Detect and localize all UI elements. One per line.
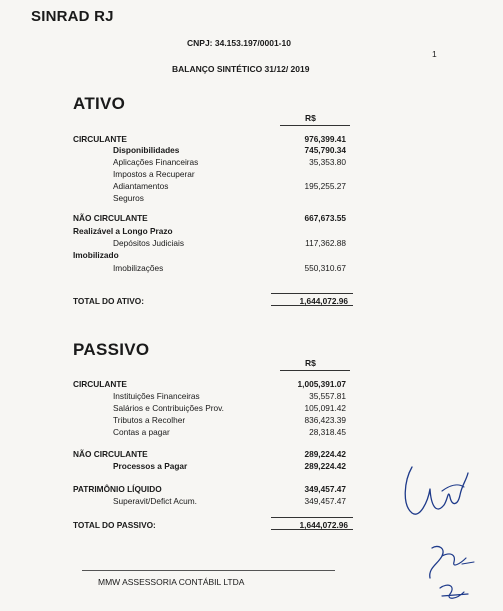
ativo-row-value: 117,362.88 [305,238,346,248]
passivo-row-label: NÃO CIRCULANTE [73,449,148,459]
ativo-row-label: Adiantamentos [113,181,169,191]
ativo-row-label: Aplicações Financeiras [113,157,199,167]
passivo-row-value: 349,457.47 [304,496,346,506]
passivo-row-label: Processos a Pagar [113,461,188,471]
ativo-total-label: TOTAL DO ATIVO: [73,296,144,306]
page-number: 1 [432,49,437,59]
ativo-row-label: Disponibilidades [113,145,180,155]
ativo-currency-underline [280,125,350,126]
ativo-row-label: Imobilizado [73,250,119,260]
ativo-row-value: 195,255.27 [304,181,346,191]
document-title: BALANÇO SINTÉTICO 31/12/ 2019 [172,64,310,74]
passivo-row-label: Instituições Financeiras [113,391,200,401]
signature-mark [398,455,480,531]
cnpj: CNPJ: 34.153.197/0001-10 [187,38,291,48]
ativo-row-value: 550,310.67 [304,263,346,273]
signature-line [82,570,335,571]
ativo-row-label: CIRCULANTE [73,134,127,144]
passivo-total-value: 1,644,072.96 [299,520,348,530]
ativo-row-label: Realizável a Longo Prazo [73,226,173,236]
passivo-row-label: Superavit/Defict Acum. [113,496,197,506]
ativo-row-value: 35,353.80 [309,157,346,167]
passivo-row-value: 105,091.42 [304,403,346,413]
ativo-row-label: Impostos a Recuperar [113,169,195,179]
passivo-currency: R$ [305,358,316,368]
passivo-row-label: Tributos a Recolher [113,415,186,425]
passivo-row-value: 836,423.39 [304,415,346,425]
passivo-row-value: 289,224.42 [304,449,346,459]
ativo-row-label: Seguros [113,193,144,203]
passivo-heading: PASSIVO [73,340,150,359]
passivo-row-label: Salários e Contribuições Prov. [113,403,224,413]
passivo-row-label: CIRCULANTE [73,379,127,389]
ativo-row-label: Imobilizações [113,263,164,273]
ativo-row-value: 976,399.41 [304,134,346,144]
initials-mark [412,538,492,608]
ativo-currency: R$ [305,113,316,123]
company-name: SINRAD RJ [31,8,114,25]
ativo-row-label: NÃO CIRCULANTE [73,213,148,223]
passivo-currency-underline [280,370,350,371]
passivo-row-label: Contas a pagar [113,427,170,437]
passivo-row-value: 349,457.47 [304,484,346,494]
ativo-row-value: 745,790.34 [304,145,346,155]
passivo-row-value: 289,224.42 [304,461,346,471]
passivo-row-label: PATRIMÔNIO LÍQUIDO [73,484,162,494]
passivo-row-value: 35,557.81 [309,391,346,401]
ativo-total-value: 1,644,072.96 [299,296,348,306]
ativo-row-label: Depósitos Judiciais [113,238,185,248]
ativo-heading: ATIVO [73,94,126,113]
passivo-total-label: TOTAL DO PASSIVO: [73,520,156,530]
passivo-row-value: 28,318.45 [309,427,346,437]
accountant-name: MMW ASSESSORIA CONTÁBIL LTDA [98,577,245,587]
passivo-row-value: 1,005,391.07 [297,379,346,389]
ativo-row-value: 667,673.55 [304,213,346,223]
